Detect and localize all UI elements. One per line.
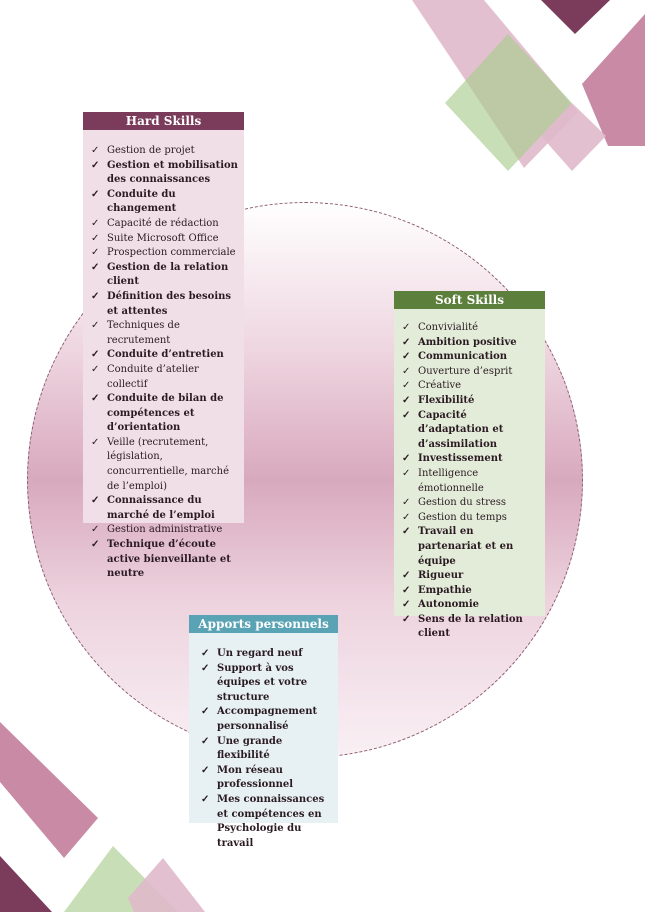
list-item (402, 394, 539, 409)
list-item (91, 290, 238, 319)
apports-personnels-list (189, 633, 338, 861)
list-item-text: Convivialité (418, 322, 479, 333)
checkmark-icon: ✓ (402, 380, 411, 392)
checkmark-icon: ✓ (402, 322, 411, 333)
plum-triangle-shape (541, 0, 610, 34)
list-item (91, 494, 238, 523)
list-item (402, 379, 539, 394)
list-item (402, 365, 539, 380)
list-item (201, 647, 332, 662)
list-item (91, 348, 238, 363)
apports-personnels-card (189, 615, 338, 849)
list-item-text: Accompagnement personnalisé (217, 706, 318, 732)
list-item (91, 436, 238, 494)
checkmark-icon: ✓ (91, 159, 100, 171)
checkmark-icon: ✓ (402, 351, 411, 363)
list-item (402, 350, 539, 365)
list-item-text: Définition des besoins et attentes (107, 290, 232, 317)
checkmark-icon: ✓ (91, 188, 100, 200)
light-pink-triangle-bottom-shape (128, 858, 205, 912)
list-item-text: Techniques de recrutement (107, 320, 180, 346)
list-item (402, 496, 539, 511)
checkmark-icon: ✓ (402, 511, 411, 523)
list-item (91, 232, 238, 247)
list-item-text: Autonomie (418, 599, 480, 611)
list-item-text: Une grande flexibilité (217, 735, 283, 762)
list-item-text: Conduite de bilan de compétences et d’orientation (107, 393, 224, 434)
checkmark-icon: ✓ (201, 648, 210, 659)
list-item (402, 409, 539, 453)
list-item (402, 467, 539, 496)
soft-skills-title: Soft Skills (394, 291, 545, 309)
list-item (402, 613, 539, 642)
list-item (402, 452, 539, 467)
checkmark-icon: ✓ (91, 539, 100, 551)
list-item (91, 246, 238, 261)
list-item-text: Connaissance du marché de l’emploi (107, 495, 215, 521)
checkmark-icon: ✓ (91, 349, 100, 361)
checkmark-icon: ✓ (91, 363, 100, 375)
hard-skills-list (83, 130, 244, 592)
checkmark-icon: ✓ (91, 393, 100, 405)
checkmark-icon: ✓ (91, 217, 100, 229)
list-item-text: Capacité de rédaction (107, 217, 219, 229)
checkmark-icon: ✓ (402, 599, 411, 611)
list-item-text: Créative (418, 380, 462, 392)
list-item (91, 159, 238, 188)
list-item-text: Mes connaissances et compétences en Psychologie du travail (217, 793, 325, 849)
checkmark-icon: ✓ (201, 735, 210, 747)
list-item (201, 735, 332, 764)
list-item-text: Gestion du stress (418, 497, 507, 509)
list-item (402, 525, 539, 569)
checkmark-icon: ✓ (402, 394, 411, 406)
list-item-text: Gestion du temps (418, 511, 507, 523)
list-item-text: Empathie (418, 584, 472, 596)
list-item (402, 511, 539, 526)
list-item (91, 144, 238, 159)
checkmark-icon: ✓ (402, 613, 411, 625)
list-item (402, 336, 539, 351)
list-item (91, 392, 238, 436)
checkmark-icon: ✓ (201, 662, 210, 674)
list-item (91, 261, 238, 290)
checkmark-icon: ✓ (91, 320, 100, 332)
list-item-text: Gestion de projet (107, 145, 195, 156)
hard-skills-card (83, 112, 244, 580)
list-item-text: Intelligence émotionnelle (418, 467, 484, 494)
checkmark-icon: ✓ (402, 453, 411, 465)
list-item-text: Communication (418, 351, 508, 363)
list-item (402, 321, 539, 336)
list-item (201, 764, 332, 793)
list-item-text: Ouverture d’esprit (418, 365, 513, 377)
hard-skills-title: Hard Skills (83, 112, 244, 130)
list-item-text: Gestion de la relation client (107, 261, 229, 288)
checkmark-icon: ✓ (91, 436, 100, 448)
checkmark-icon: ✓ (201, 793, 210, 805)
list-item-text: Support à vos équipes et votre structure (217, 662, 308, 703)
list-item (402, 569, 539, 584)
checkmark-icon: ✓ (91, 145, 100, 156)
list-item-text: Suite Microsoft Office (107, 232, 219, 244)
list-item-text: Travail en partenariat et en équipe (418, 526, 514, 567)
checkmark-icon: ✓ (402, 409, 411, 421)
list-item-text: Conduite du changement (107, 188, 177, 215)
pink-band-bottom-shape (0, 722, 98, 858)
list-item (201, 793, 332, 851)
soft-skills-card (394, 291, 545, 640)
checkmark-icon: ✓ (402, 570, 411, 582)
list-item (402, 584, 539, 599)
checkmark-icon: ✓ (402, 497, 411, 509)
list-item (91, 538, 238, 582)
checkmark-icon: ✓ (402, 584, 411, 596)
list-item-text: Prospection commerciale (107, 247, 236, 259)
plum-corner-shape (0, 856, 52, 912)
list-item-text: Conduite d’entretien (107, 349, 224, 361)
list-item (201, 705, 332, 734)
list-item (91, 363, 238, 392)
checkmark-icon: ✓ (201, 764, 210, 776)
list-item-text: Conduite d’atelier collectif (107, 363, 199, 390)
list-item-text: Investissement (418, 453, 503, 465)
list-item-text: Mon réseau professionnel (217, 764, 294, 791)
checkmark-icon: ✓ (91, 524, 100, 536)
soft-skills-list (394, 309, 545, 652)
list-item-text: Veille (recrutement, législation, concurrentielle, marché de l’emploi) (107, 436, 230, 492)
list-item-text: Rigueur (418, 570, 464, 582)
list-item-text: Un regard neuf (217, 648, 303, 659)
list-item (91, 188, 238, 217)
checkmark-icon: ✓ (91, 261, 100, 273)
checkmark-icon: ✓ (402, 526, 411, 538)
apports-personnels-title: Apports personnels (189, 615, 338, 633)
list-item (91, 319, 238, 348)
checkmark-icon: ✓ (402, 467, 411, 479)
list-item-text: Gestion et mobilisation des connaissances (107, 159, 238, 186)
list-item-text: Flexibilité (418, 394, 475, 406)
list-item-text: Capacité d’adaptation et d’assimilation (418, 409, 504, 450)
list-item (91, 217, 238, 232)
checkmark-icon: ✓ (402, 336, 411, 348)
list-item-text: Gestion administrative (107, 524, 223, 536)
list-item-text: Ambition positive (418, 336, 517, 348)
list-item (201, 662, 332, 706)
checkmark-icon: ✓ (91, 495, 100, 507)
list-item (91, 523, 238, 538)
list-item (402, 598, 539, 613)
checkmark-icon: ✓ (91, 290, 100, 302)
list-item-text: Sens de la relation client (418, 613, 523, 640)
checkmark-icon: ✓ (91, 232, 100, 244)
checkmark-icon: ✓ (91, 247, 100, 259)
checkmark-icon: ✓ (402, 365, 411, 377)
list-item-text: Technique d’écoute active bienveillante et neutre (107, 539, 231, 580)
checkmark-icon: ✓ (201, 706, 210, 718)
